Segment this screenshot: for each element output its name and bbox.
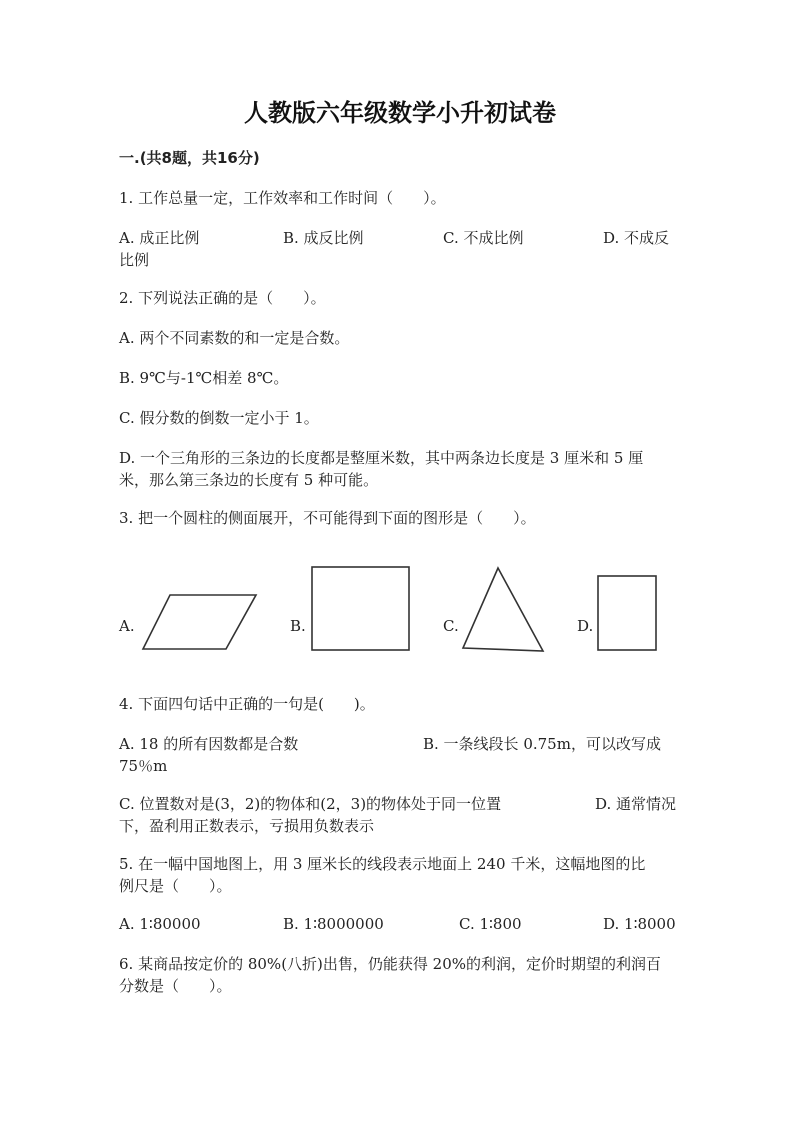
question-2-option-c: C. 假分数的倒数一定小于 1。 — [119, 409, 319, 427]
question-5-option-c: C. 1∶800 — [459, 915, 522, 933]
question-4-stem: 4. 下面四句话中正确的一句是( )。 — [119, 695, 375, 713]
question-5-option-a: A. 1∶80000 — [119, 915, 201, 933]
question-6-stem-cont: 分数是（ ）。 — [119, 977, 232, 995]
question-4-option-d-cont: 下，盈利用正数表示，亏损用负数表示 — [119, 817, 375, 835]
figure-label-d: D. — [577, 617, 594, 635]
parallelogram-figure — [140, 592, 260, 652]
figure-label-a: A. — [119, 617, 135, 635]
figure-label-b: B. — [290, 617, 306, 635]
question-1-option-d-cont: 比例 — [119, 251, 150, 269]
question-4-option-b-cont: 75％m — [119, 757, 168, 775]
question-5-stem: 5. 在一幅中国地图上，用 3 厘米长的线段表示地面上 240 千米，这幅地图的比 — [119, 855, 646, 873]
question-4-option-c: C. 位置数对是(3，2)的物体和(2，3)的物体处于同一位置 — [119, 795, 502, 813]
question-5-option-d: D. 1∶8000 — [603, 915, 676, 933]
question-1-stem: 1. 工作总量一定，工作效率和工作时间（ ）。 — [119, 189, 446, 207]
question-1-option-b: B. 成反比例 — [283, 229, 364, 247]
question-1-option-a: A. 成正比例 — [119, 229, 200, 247]
page-title: 人教版六年级数学小升初试卷 — [244, 99, 556, 127]
question-2-option-d-cont: 米，那么第三条边的长度有 5 种可能。 — [119, 471, 379, 489]
question-4-option-d: D. 通常情况 — [595, 795, 677, 813]
square-figure — [311, 566, 411, 652]
question-4-option-b: B. 一条线段长 0.75m，可以改写成 — [423, 735, 661, 753]
question-5-stem-cont: 例尺是（ ）。 — [119, 877, 232, 895]
question-1-option-c: C. 不成比例 — [443, 229, 524, 247]
question-2-stem: 2. 下列说法正确的是（ ）。 — [119, 289, 326, 307]
question-2-option-b: B. 9℃与-1℃相差 8℃。 — [119, 369, 289, 387]
question-5-option-b: B. 1∶8000000 — [283, 915, 384, 933]
question-3-stem: 3. 把一个圆柱的侧面展开，不可能得到下面的图形是（ ）。 — [119, 509, 536, 527]
question-2-option-a: A. 两个不同素数的和一定是合数。 — [119, 329, 350, 347]
figure-label-c: C. — [443, 617, 459, 635]
question-4-option-a: A. 18 的所有因数都是合数 — [119, 735, 299, 753]
question-2-option-d: D. 一个三角形的三条边的长度都是整厘米数，其中两条边长度是 3 厘米和 5 厘 — [119, 449, 644, 467]
section-heading: 一.(共8题，共16分) — [119, 149, 260, 167]
triangle-figure — [460, 566, 546, 654]
question-1-option-d: D. 不成反 — [603, 229, 670, 247]
rectangle-figure — [597, 575, 659, 653]
question-6-stem: 6. 某商品按定价的 80%(八折)出售，仍能获得 20%的利润，定价时期望的利润百 — [119, 955, 662, 973]
